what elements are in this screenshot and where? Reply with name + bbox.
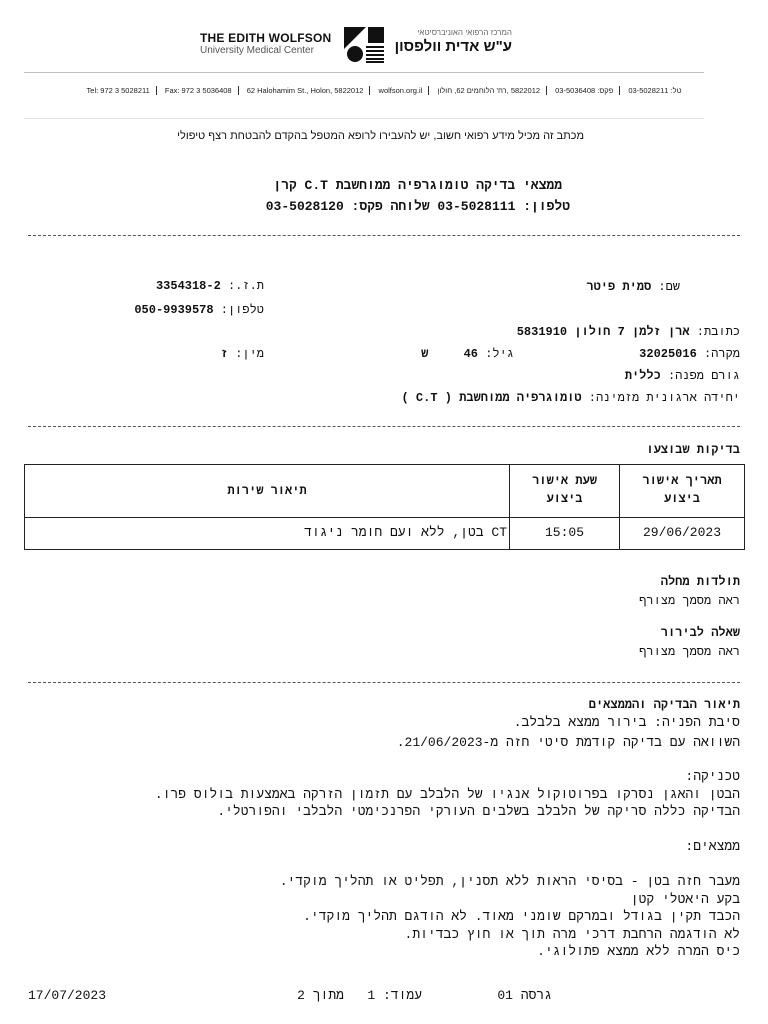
patient-address-row xyxy=(517,325,740,339)
confidentiality-notice: מכתב זה מכיל מידע רפואי חשוב, יש להעבירו לרופא המטפל בהקדם להבטחת רצף טיפולי xyxy=(177,130,584,142)
col-header-approval-time xyxy=(510,472,619,508)
exams-table xyxy=(24,464,745,550)
exam-description-cell: CT בטן, ללא ועם חומר ניגוד xyxy=(304,525,507,540)
referrer-label: גורם מפנה: xyxy=(667,369,740,383)
finding-line: כיס המרה ללא ממצא פתולוגי. xyxy=(537,944,740,959)
department-contact: טלפון: 03-5028111 שלוחה פקס: 03-5028120 xyxy=(265,199,570,214)
comparison-note: השוואה עם בדיקה קודמת סיטי חזה מ-21/06/2023. xyxy=(396,735,740,750)
referral-reason: סיבת הפניה: בירור ממצא בלבלב. xyxy=(513,715,740,730)
contact-bar xyxy=(0,86,768,95)
patient-name-label: שם: xyxy=(658,280,680,294)
table-header-divider xyxy=(25,517,744,518)
footer-version: גרסה 01 xyxy=(497,988,552,1003)
contact-divider xyxy=(24,118,704,119)
ordering-unit-label: יחידה ארגונית מזמינה: xyxy=(588,391,740,405)
referrer-value: כללית xyxy=(624,369,661,383)
divider-3 xyxy=(28,682,740,683)
ordering-unit-value: טומוגרפיה ממוחשבת ( C.T ) xyxy=(401,391,582,405)
finding-line: לא הודגמה הרחבת דרכי מרה תוך או חוץ כבדיות. xyxy=(404,927,740,942)
contact-fax-en: Fax: 972 3 5036408 xyxy=(164,86,232,95)
contact-website[interactable]: wolfson.org.il xyxy=(378,86,423,95)
history-text: ראה מסמך מצורף xyxy=(639,594,740,608)
patient-age-unit: ש xyxy=(421,347,429,361)
divider-1 xyxy=(28,235,740,236)
technique-label: טכניקה: xyxy=(685,769,740,784)
report-heading: תיאור הבדיקה והממצאים xyxy=(588,698,740,712)
hospital-subtitle-he: המרכז הרפואי האוניברסיטאי xyxy=(417,28,512,37)
hospital-logo xyxy=(344,27,384,63)
patient-id-label: ת.ז.: xyxy=(227,279,264,293)
divider-2 xyxy=(28,426,740,427)
patient-id-row xyxy=(156,279,264,293)
patient-id-value: 3354318-2 xyxy=(155,279,221,293)
patient-name-value: סמית פיטר xyxy=(586,280,652,294)
patient-address-value: ארן זלמן 7 חולון 5831910 xyxy=(516,325,690,339)
question-heading: שאלה לבירור xyxy=(660,626,740,640)
patient-address-label: כתובת: xyxy=(696,325,740,339)
patient-case-label: מקרה: xyxy=(703,347,740,361)
finding-line: מעבר חזה בטן - בסיסי הראות ללא תסנין, תפליט או תהליך מוקדי. xyxy=(279,874,740,889)
contact-tel-en: Tel: 972 3 5028211 xyxy=(86,86,150,95)
patient-case-value: 32025016 xyxy=(639,347,697,361)
hospital-name-en: THE EDITH WOLFSON xyxy=(200,31,332,45)
finding-line: הכבד תקין בגודל ובמרקם שומני מאוד. לא הודגם תהליך מוקדי. xyxy=(303,909,740,924)
col-header-approval-time-line1: שעת אישור xyxy=(532,474,597,488)
footer-page-number: עמוד: 1 מתוך 2 xyxy=(297,988,422,1003)
col-header-approval-date xyxy=(620,472,744,508)
question-text: ראה מסמך מצורף xyxy=(639,645,740,659)
patient-age-label: גיל: xyxy=(485,347,514,361)
referrer-row xyxy=(625,369,740,383)
finding-line: בקע היאטלי קטן xyxy=(630,892,740,907)
technique-line: הבטן והאגן נסרקו בפרוטוקול אנגיו של הלבלב עם תזמון הזרקה באמצעות בולוס פרו. xyxy=(154,787,740,802)
patient-sex-row xyxy=(221,347,264,361)
patient-phone-row xyxy=(134,303,264,317)
history-heading: תולדות מחלה xyxy=(660,575,740,589)
patient-phone-label: טלפון: xyxy=(220,303,264,317)
hospital-subtitle-en: University Medical Center xyxy=(200,45,314,56)
exam-date-cell: 29/06/2023 xyxy=(642,525,721,540)
letterhead-divider xyxy=(24,72,704,73)
contact-address-en: 62 Halohamim St., Holon, 5822012 xyxy=(246,86,364,95)
patient-case-row xyxy=(639,347,740,361)
exam-time-cell: 15:05 xyxy=(544,525,584,540)
contact-tel-he: טל: 03-5028211 xyxy=(628,86,682,95)
patient-sex-label: מין: xyxy=(235,347,264,361)
report-title: ממצאי בדיקה טומוגרפיה ממוחשבת C.T קרן xyxy=(273,178,562,193)
contact-fax-he: פקס: 03-5036408 xyxy=(555,86,614,95)
patient-sex-value: ז xyxy=(220,347,228,361)
patient-age-row xyxy=(421,347,514,361)
exams-heading: בדיקות שבוצעו xyxy=(646,443,740,457)
patient-age-value: 46 xyxy=(463,347,478,361)
col-header-approval-date-line1: תאריך אישור xyxy=(642,474,722,488)
col-header-approval-time-line2: ביצוע xyxy=(546,492,583,506)
ordering-unit-row xyxy=(402,391,740,405)
col-header-approval-date-line2: ביצוע xyxy=(663,492,700,506)
findings-label: ממצאים: xyxy=(685,839,740,854)
footer-date: 17/07/2023 xyxy=(28,988,107,1003)
technique-line: הבדיקה כללה סריקה של הלבלב בשלבים העורקי הפרנכימטי הלבלבי והפורטלי. xyxy=(217,804,740,819)
hospital-name-he: ע"ש אדית וולפסון xyxy=(394,38,512,55)
col-header-service-description: תיאור שירות xyxy=(227,484,307,498)
patient-phone-value: 050-9939578 xyxy=(134,303,214,317)
patient-name-row xyxy=(586,280,680,294)
contact-address-he: 5822012 ,רח' הלוחמים 62, חולון xyxy=(437,86,541,95)
